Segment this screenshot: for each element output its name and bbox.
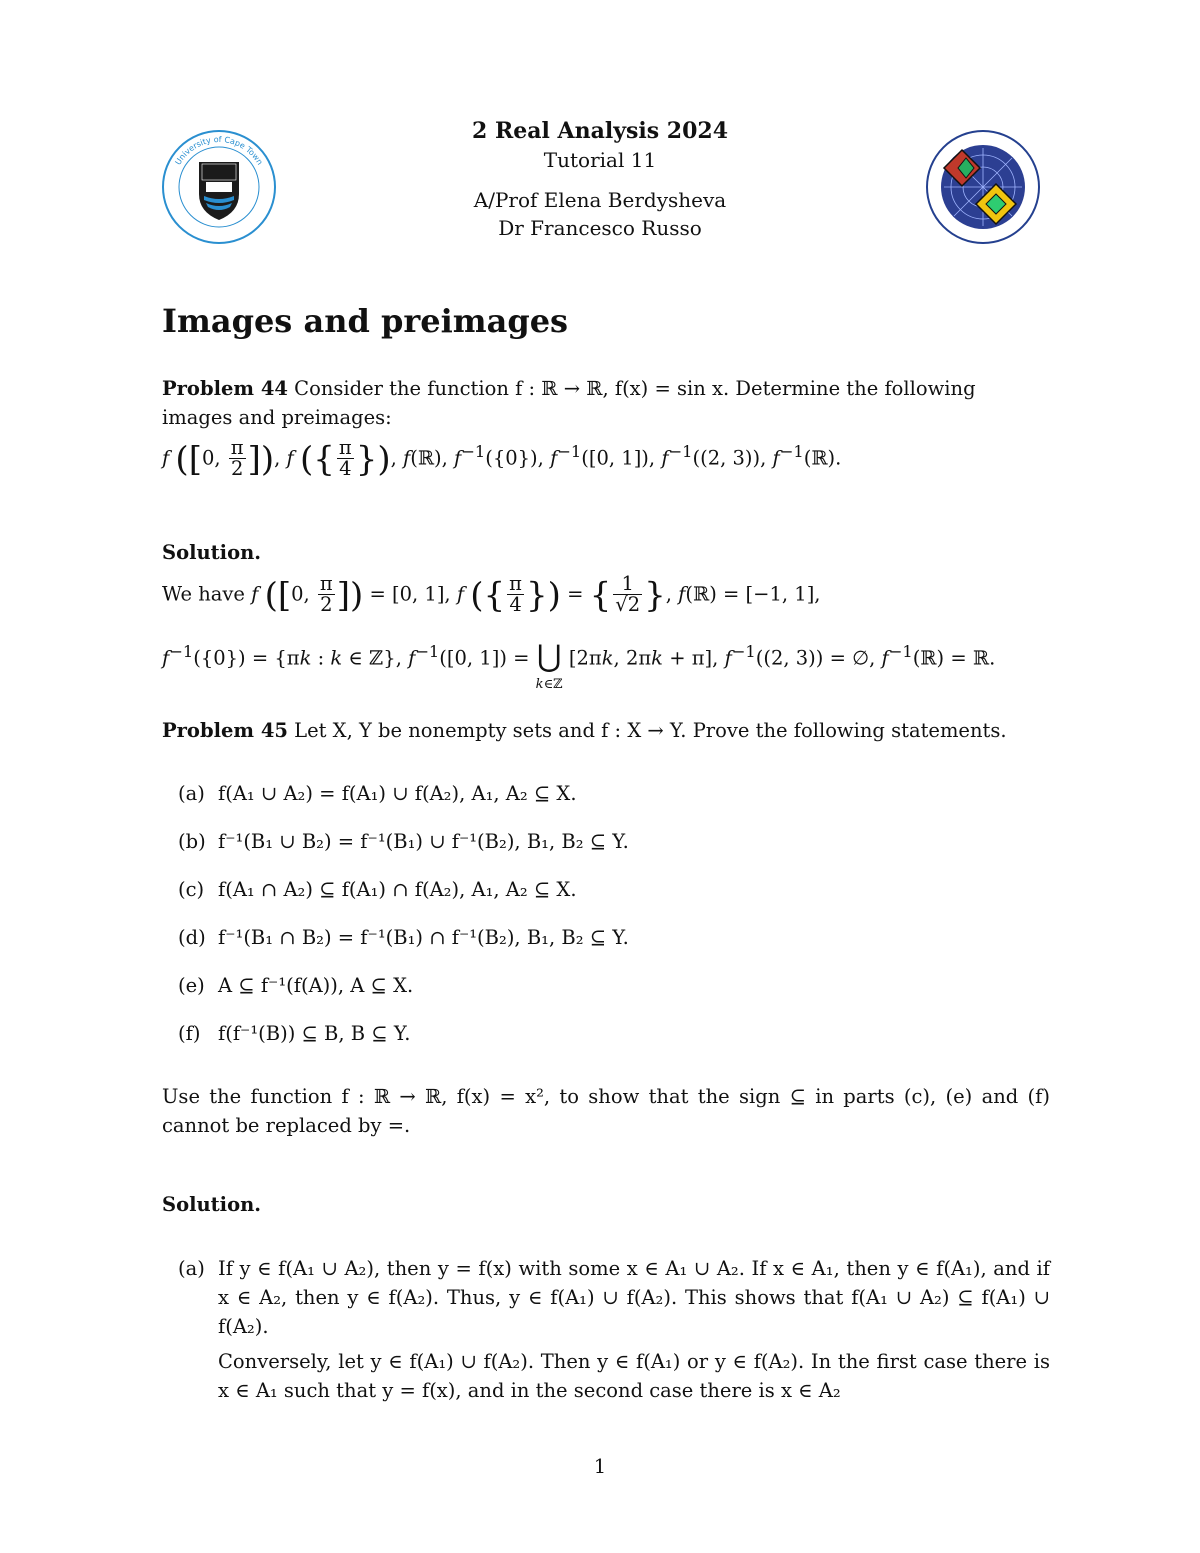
item-text: f⁻¹(B₁ ∪ B₂) = f⁻¹(B₁) ∪ f⁻¹(B₂), B₁, B₂ ⊆ Y. [218, 830, 629, 853]
lecturer-name: Dr Francesco Russo [498, 216, 702, 240]
section-title: Images and preimages [162, 302, 569, 340]
tutorial-number: Tutorial 11 [543, 148, 657, 172]
aims-logo [924, 128, 1042, 246]
statement-item [178, 974, 413, 997]
item-text: f(A₁ ∪ A₂) = f(A₁) ∪ f(A₂), A₁, A₂ ⊆ X. [218, 782, 577, 805]
item-label: (a) [178, 782, 205, 805]
solution-paragraph: If y ∈ f(A₁ ∪ A₂), then y = f(x) with some x ∈ A₁ ∪ A₂. If x ∈ A₁, then y ∈ f(A₁), and if x ∈ A₂, then y ∈ f(A₂). Thus, y ∈ f(A₁) ∪ f(A₂). This shows that f(A₁ ∪ A₂) ⊆ f(A₁) ∪ f(A₂). [218, 1257, 1050, 1338]
item-label: (b) [178, 830, 206, 853]
statement-item [178, 1022, 410, 1045]
item-label: (f) [178, 1022, 201, 1045]
lecturer-name: A/Prof Elena Berdysheva [473, 188, 727, 212]
page-number: 1 [593, 1455, 607, 1478]
problem-45-followup: Use the function f : ℝ → ℝ, f(x) = x², to show that the sign ⊆ in parts (c), (e) and (f) cannot be replaced by =. [162, 1085, 1050, 1137]
solution-label: Solution. [162, 541, 262, 564]
problem-44-expressions: f ([0, $\frac{\pi}{2}$ ]), f ({ $\frac{\pi}{4}$ }), f(ℝ), $f^{-1}(\{0\})$, $f^{-1}([0$, 1]), $f^{-1}((2$, 3)), $f^{-1}(ℝ)$. [162, 436, 842, 481]
course-title: 2 Real Analysis 2024 [472, 118, 728, 144]
item-text: f(A₁ ∩ A₂) ⊆ f(A₁) ∩ f(A₂), A₁, A₂ ⊆ X. [218, 878, 577, 901]
logo-text: University of Cape Town [173, 134, 265, 167]
solution-paragraph: Conversely, let y ∈ f(A₁) ∪ f(A₂). Then y ∈ f(A₁) or y ∈ f(A₂). In the first case there is x ∈ A₁ such that y = f(x), and in the second case there is x ∈ A₂ [218, 1350, 1050, 1402]
solution-text: We have [162, 582, 245, 606]
statement-item [178, 878, 577, 901]
item-label: (a) [178, 1257, 205, 1280]
solution-44-line1: We have f ([0, $\frac{\pi}{2}$ ]) = [0, 1], f ({ $\frac{\pi}{4}$ }) = { $\frac{1}{√2}$ }, f(ℝ) = [−1, 1], [162, 572, 821, 617]
problem-45 [162, 716, 1050, 745]
item-label: (e) [178, 974, 205, 997]
item-text: f(f⁻¹(B)) ⊆ B, B ⊆ Y. [218, 1022, 411, 1045]
item-text: A ⊆ f⁻¹(f(A)), A ⊆ X. [218, 974, 414, 997]
statement-item [178, 926, 629, 949]
problem-text: Consider the function f : ℝ → ℝ, f(x) = sin x. Determine the following images and preimages: [162, 377, 976, 429]
statement-item [178, 782, 577, 805]
item-label: (d) [178, 926, 206, 949]
item-label: (c) [178, 878, 205, 901]
item-text: f⁻¹(B₁ ∩ B₂) = f⁻¹(B₁) ∩ f⁻¹(B₂), B₁, B₂ ⊆ Y. [218, 926, 629, 949]
problem-label: Problem 45 [162, 719, 288, 742]
problem-text: Let X, Y be nonempty sets and f : X → Y. Prove the following statements. [294, 719, 1007, 742]
solution-44-line2: $f^{-1}(\{0\}) = \{\pi k$ : k ∈ ℤ}, $f^{-1}([0$, 1]) = ⋃ k∈ℤ [2πk, 2πk + π], $f^{-1}((2$, 3)) = ∅, $f^{-1}(ℝ)$ = ℝ. [162, 639, 996, 692]
problem-44 [162, 374, 1050, 432]
solution-45-part-a [178, 1254, 1050, 1405]
university-logo [160, 128, 278, 246]
statement-item [178, 830, 629, 853]
problem-label: Problem 44 [162, 377, 288, 400]
solution-label: Solution. [162, 1193, 262, 1216]
